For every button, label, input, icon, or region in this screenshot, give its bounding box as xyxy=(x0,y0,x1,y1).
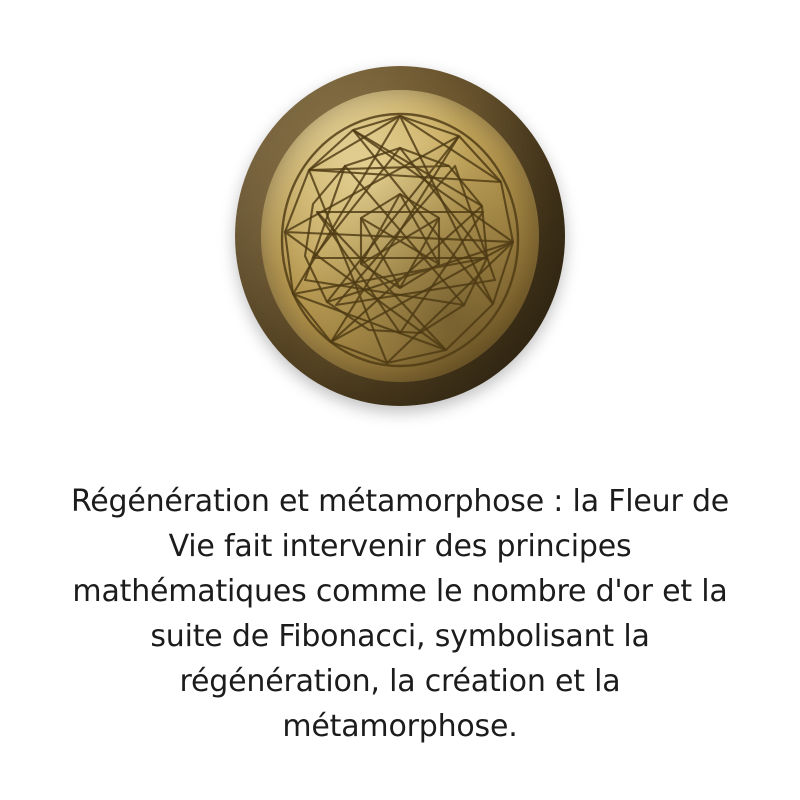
sacred-geometry-engraving-icon xyxy=(261,90,539,382)
caption-text: Régénération et métamorphose : la Fleur de Vie fait intervenir des principes mathématiques comme le nombre d'or et la suite de Fibonacci, symbolisant la régénération, la création et la métamorphose. xyxy=(70,484,730,744)
medallion xyxy=(235,66,565,406)
